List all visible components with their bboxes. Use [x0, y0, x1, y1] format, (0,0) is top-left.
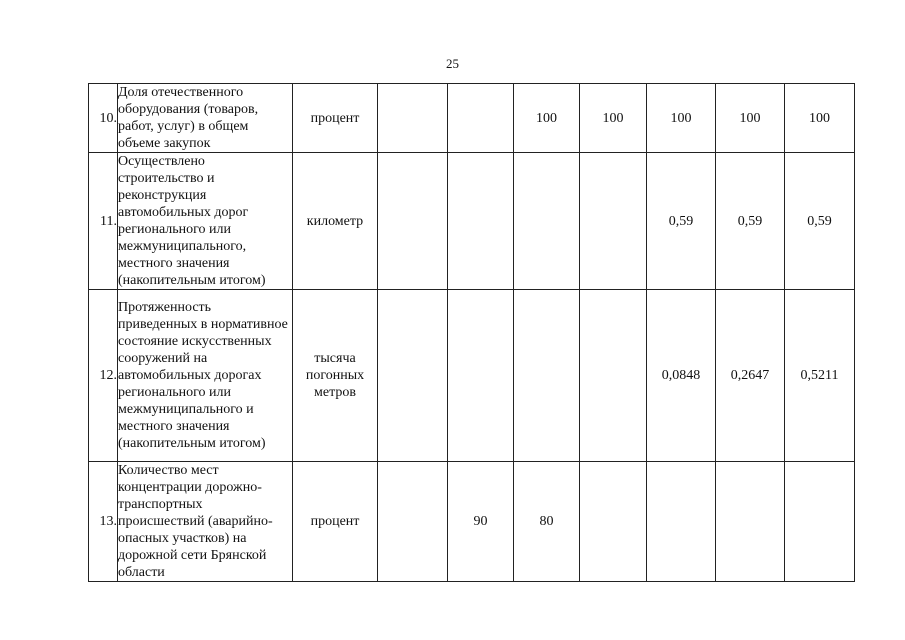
- unit-cell: процент: [293, 462, 378, 582]
- value-cell: [378, 153, 448, 290]
- unit-cell: тысяча погонных метров: [293, 290, 378, 462]
- value-cell: [580, 462, 647, 582]
- value-cell: 100: [716, 84, 785, 153]
- indicator-name: Осуществлено строительство и реконструкция автомобильных дорог регионального или межмуниципального, местного значения (накопительным итогом): [118, 153, 293, 290]
- value-cell: [716, 462, 785, 582]
- value-cell: [378, 84, 448, 153]
- value-cell: 0,59: [647, 153, 716, 290]
- value-cell: 0,59: [716, 153, 785, 290]
- indicators-table: [88, 83, 855, 582]
- table-row: [89, 153, 855, 290]
- row-number: 10.: [89, 84, 118, 153]
- value-cell: 100: [785, 84, 855, 153]
- value-cell: [514, 290, 580, 462]
- value-cell: [580, 153, 647, 290]
- value-cell: [378, 462, 448, 582]
- value-cell: 80: [514, 462, 580, 582]
- value-cell: [448, 290, 514, 462]
- value-cell: [448, 153, 514, 290]
- value-cell: 0,0848: [647, 290, 716, 462]
- row-number: 12.: [89, 290, 118, 462]
- table-row: [89, 462, 855, 582]
- indicator-name: Доля отечественного оборудования (товаров, работ, услуг) в общем объеме закупок: [118, 84, 293, 153]
- value-cell: 100: [514, 84, 580, 153]
- row-number: 11.: [89, 153, 118, 290]
- page-number: 25: [446, 56, 459, 71]
- value-cell: 90: [448, 462, 514, 582]
- unit-cell: километр: [293, 153, 378, 290]
- value-cell: [514, 153, 580, 290]
- unit-cell: процент: [293, 84, 378, 153]
- value-cell: [378, 290, 448, 462]
- table-row: [89, 290, 855, 462]
- value-cell: [785, 462, 855, 582]
- value-cell: [448, 84, 514, 153]
- value-cell: 0,5211: [785, 290, 855, 462]
- table-row: [89, 84, 855, 153]
- value-cell: [580, 290, 647, 462]
- row-number: 13.: [89, 462, 118, 582]
- indicator-name: Протяженность приведенных в нормативное состояние искусственных сооружений на автомобильных дорогах регионального или межмуниципального и местного значения (накопительным итогом): [118, 290, 293, 462]
- indicator-name: Количество мест концентрации дорожно-транспортных происшествий (аварийно-опасных участков) на дорожной сети Брянской области: [118, 462, 293, 582]
- value-cell: [647, 462, 716, 582]
- value-cell: 100: [580, 84, 647, 153]
- value-cell: 0,2647: [716, 290, 785, 462]
- value-cell: 100: [647, 84, 716, 153]
- value-cell: 0,59: [785, 153, 855, 290]
